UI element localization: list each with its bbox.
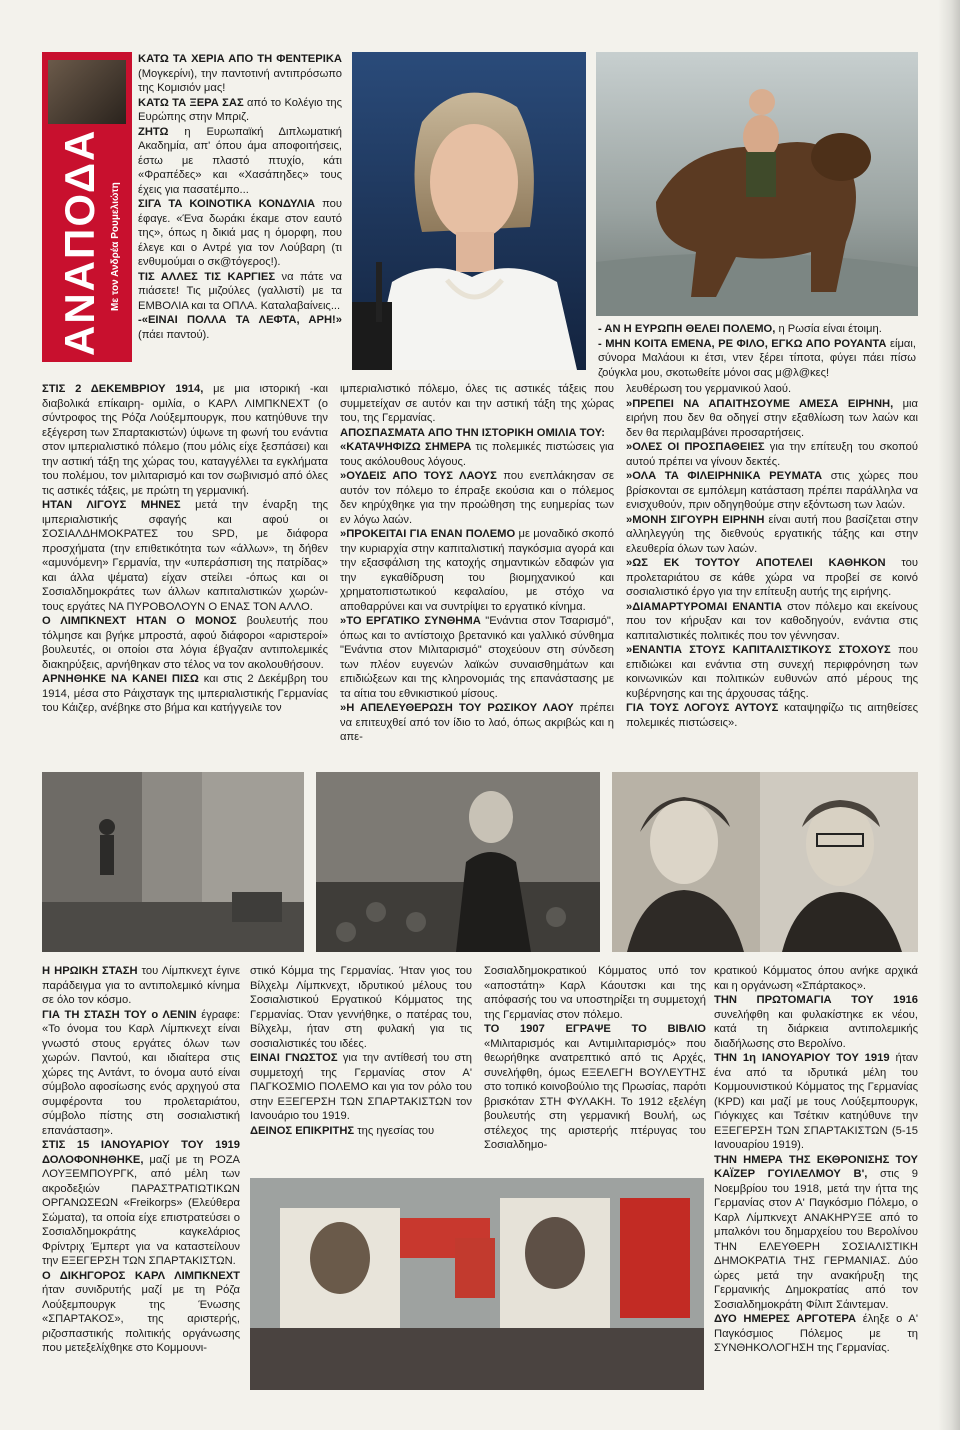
body-text: μαζί με τη ΡΟΖΑ ΛΟΥΞΕΜΠΟΥΡΓΚ, από μέλη των ακροδεξιών ΠΑΡΑΣΤΡΑΤΙΩΤΙΚΩΝ ΟΡΓΑΝΩΣΕΩΝ «Freikorps» (Ελεύθερα Σώματα), τα οποία είχε επιστρατεύσει ο Σοσιαλδημοκράτης καγκελάριος Φρίντριχ Έμπερτ για να καταστείλουν την ΕΞΕΓΕΡΣΗ ΤΩΝ ΣΠΑΡΤΑΚΙΣΤΩΝ.	[42, 1153, 240, 1267]
paragraph	[484, 964, 706, 1022]
paragraph	[42, 614, 328, 672]
article-column-6	[484, 964, 706, 1153]
body-text: Σοσιαλδημοκρατικού Κόμματος υπό τον «αποστάτη» Καρλ Κάουτσκι και της απόφασής του να υποστηρίξει τη συμμετοχή της Γερμανίας στον πόλεμο.	[484, 965, 706, 1021]
lead-in-text: - ΜΗΝ ΚΟΙΤΑ ΕΜΕΝΑ, ΡΕ ΦΙΛΟ, ΕΓΚΩ ΑΠΟ ΡΟΥΑΝΤΑ	[598, 337, 887, 350]
lead-in-text: ΣΤΙΣ 2 ΔΕΚΕΜΒΡΙΟΥ 1914,	[42, 383, 204, 395]
body-text: στις 9 Νοεμβρίου του 1918, μετά την ήττα της Γερμανίας στον Α' Παγκόσμιο Πόλεμο, ο Καρλ Λίμπκνεχτ ΑΝΑΚΗΡΥΞΕ από το μπαλκόνι του δημαρχείου του Βερολίνου ΤΗΝ ΕΛΕΥΘΕΡΗ ΣΟΣΙΑΛΙΣΤΙΚΗ ΔΗΜΟΚΡΑΤΙΑ ΤΗΣ ΓΕΡΜΑΝΙΑΣ. Δύο ώρες μετά την ανακήρυξη της Γερμανικής Δημοκρατίας από τον Σοσιαλδημοκράτη Φίλιπ Σάιντεμαν.	[714, 1168, 918, 1311]
paragraph	[714, 993, 918, 1051]
body-text: είναι αυτή που βασίζεται στην αλληλεγγύη της διεθνούς εργατικής τάξης και στην ελευθερία όλων των λαών.	[626, 513, 918, 555]
body-text: "Ενάντια στον Τσαρισμό", όπως και το αντίστοιχο βρετανικό και γαλλικό σύνθημα "Ενάντια στον Μιλιταρισμό" στοχεύουν στη σύνδεση των πλέον ευγενών λαϊκών συναισθημάτων και επιδιώξεων και της κληρονομιάς της επανάστασης με τα αίτια του εθνικιστικού μίσους.	[340, 615, 614, 700]
paragraph	[250, 1124, 472, 1139]
body-text: που επιδιώκει και ενάντια στη συνεχή περιφρόνηση των κοινωνικών και πολιτικών ευθυνών από μέρους της κυβέρνησης και της άρχουσας τάξης.	[626, 644, 918, 700]
paragraph	[714, 1051, 918, 1153]
paragraph	[250, 1051, 472, 1124]
paragraph	[598, 322, 916, 337]
lead-in-text: »Η ΑΠΕΛΕΥΘΕΡΩΣΗ ΤΟΥ ΡΩΣΙΚΟΥ ΛΑΟΥ	[340, 702, 574, 714]
column-byline: Με τον Ανδρέα Ρουμελιώτη	[110, 182, 121, 312]
paragraph	[626, 556, 918, 600]
body-text: μετά την έναρξη της ιμπεριαλιστικής σφαγής και αφού οι ΣΟΣΙΑΛΔΗΜΟΚΡΑΤΕΣ του SPD, με διάφορα προσχήματα (την επιθετικότητα των «άλλων», τη δήθεν «αμυνόμενη» Γερμανία, την «υπεράσπιση της πατρίδας» και άλλα ψέματα) είχαν στείλει -όπως και οι Σοσιαλδημοκράτες των άλλων καπιταλιστικών χωρών- τους εργάτες ΝΑ ΠΥΡΟΒΟΛΟΥΝ Ο ΕΝΑΣ ΤΟΝ ΑΛΛΟ.	[42, 499, 328, 613]
lead-in-text: »ΟΥΔΕΙΣ ΑΠΟ ΤΟΥΣ ΛΑΟΥΣ	[340, 470, 497, 482]
lead-in-text: ΤΙΣ ΑΛΛΕΣ ΤΙΣ ΚΑΡΓΙΕΣ	[138, 270, 276, 283]
paragraph	[138, 96, 342, 125]
lead-in-text: »ΟΛΕΣ ΟΙ ΠΡΟΣΠΑΘΕΙΕΣ	[626, 441, 765, 453]
body-text: στικό Κόμμα της Γερμανίας. Ήταν γιος του Βίλχελμ Λίμπκνεχτ, ιδρυτικού μέλους του Σοσιαλιστικού Εργατικού Κόμματος της Γερμανίας. Όταν γεννήθηκε, ο πατέρας του, Βίλχελμ, ήταν στη φυλακή για τις σοσιαλιστικές του ιδέες.	[250, 965, 472, 1050]
body-text: λευθέρωση του γερμανικού λαού.	[626, 383, 792, 395]
paragraph	[626, 440, 918, 469]
lead-in-text: »ΤΟ ΕΡΓΑΤΙΚΟ ΣΥΝΘΗΜΑ	[340, 615, 481, 627]
lead-in-text: ΑΡΝΗΘΗΚΕ ΝΑ ΚΑΝΕΙ ΠΙΣΩ	[42, 673, 199, 685]
body-text: «Μιλιταρισμός και Αντιμιλιταρισμός» που θεωρήθηκε ανατρεπτικό από τις Αρχές, συνελήφθη, όμως ΕΞΕΛΕΓΗ ΒΟΥΛΕΥΤΗΣ στο τοπικό κοινοβούλιο της Πρωσίας, παρότι βρισκόταν ΣΤΗ ΦΥΛΑΚΗ. Το 1912 εξελέγη βουλευτής στη γερμανική Βουλή, ως στέλεχος της αριστερής πτέρυγας του Σοσιαλδημο-	[484, 1037, 706, 1151]
body-text: με μια ιστορική -και διαβολικά επίκαιρη- ομιλία, ο ΚΑΡΛ ΛΙΜΠΚΝΕΧΤ (ο σύντροφος της Ρόζα Λούξεμπουργκ, που κατηύθυνε την εξέγερση των Σπαρτακιστών) ύψωνε τη φωνή του ενάντια στον ιμπεριαλιστικό πόλεμο (που μόλις είχε ξεσπάσει) και την αστική τάξη της χώρας του, καταγγέλλει τα εγκλήματα του πολέμου, τον μιλιταρισμό και τον σωβινισμό από όλες τις αστικές τάξεις, με πρώτη τη γερμανική.	[42, 383, 328, 497]
body-text: η Ρωσία είναι έτοιμη.	[775, 323, 882, 335]
paragraph	[138, 52, 342, 96]
demonstration-photo	[250, 1178, 704, 1390]
body-text: από το Κολέγιο της Ευρώπης στην Μπριζ.	[138, 96, 342, 123]
paragraph	[626, 469, 918, 513]
lead-in-text: ΚΑΤΩ ΤΑ ΞΕΡΑ ΣΑΣ	[138, 96, 244, 109]
paragraph	[714, 1312, 918, 1356]
body-text: (πάει παντού).	[138, 328, 210, 341]
body-text: του Λίμπκνεχτ έγινε παράδειγμα για το αντιπολεμικό κίνημα σε όλο τον κόσμο.	[42, 965, 240, 1006]
paragraph	[714, 964, 918, 993]
lead-in-text: ΤΗΝ 1η ΙΑΝΟΥΑΡΙΟΥ ΤΟΥ 1919	[714, 1052, 890, 1064]
page-fold-shadow	[938, 0, 960, 1430]
lead-in-text: »ΕΝΑΝΤΙΑ ΣΤΟΥΣ ΚΑΠΙΤΑΛΙΣΤΙΚΟΥΣ ΣΤΟΧΟΥΣ	[626, 644, 891, 656]
body-text: στον πόλεμο και εκείνους που τον κήρυξαν και τον καθοδηγούν, ενάντια στις καπιταλιστικές πολιτικές που τον γέννησαν.	[626, 600, 919, 642]
paragraph	[138, 197, 342, 270]
lead-in-text: Ο ΛΙΜΠΚΝΕΧΤ ΗΤΑΝ Ο ΜΟΝΟΣ	[42, 615, 237, 627]
liebknecht-speech-photo	[316, 772, 600, 952]
body-text: ήταν ένα από τα ιδρυτικά μέλη του Κομμουνιστικού Κόμματος της Γερμανίας (KPD) και μαζί με τους Λούξεμπουργκ, Γιόγκιχες και Τσέτκιν κατηύθυνε την ΕΞΕΓΕΡΣΗ ΤΩΝ ΣΠΑΡΤΑΚΙΣΤΩΝ (5-15 Ιανουαρίου 1919).	[714, 1052, 918, 1151]
paragraph	[340, 527, 614, 614]
body-text: (Μογκερίνι), την παντοτινή αντιπρόσωπο της Κομισιόν μας!	[138, 67, 342, 94]
lead-in-text: ΑΠΟΣΠΑΣΜΑΤΑ ΑΠΟ ΤΗΝ ΙΣΤΟΡΙΚΗ ΟΜΙΛΙΑ ΤΟΥ:	[340, 426, 606, 439]
paragraph	[42, 1269, 240, 1356]
lead-in-text: ΓΙΑ ΤΟΥΣ ΛΟΓΟΥΣ ΑΥΤΟΥΣ	[626, 702, 779, 714]
lead-in-text: »ΔΙΑΜΑΡΤΥΡΟΜΑΙ ΕΝΑΝΤΙΑ	[626, 600, 783, 613]
mogherini-photo	[352, 52, 586, 370]
paragraph	[626, 643, 918, 701]
lead-in-text: «ΚΑΤΑΨΗΦΙΖΩ ΣΗΜΕΡΑ	[340, 441, 472, 453]
paragraph	[598, 337, 916, 381]
column-header-tag	[42, 52, 132, 362]
body-text: η Ευρωπαϊκή Διπλωματική Ακαδημία, απ' όπου άμα αποφοιτήσεις, έστω με πλαστό πτυχίο, κάτι «Φραπέδες» και «Χασάπηδες» τους έχεις για πασατέμπο...	[138, 125, 342, 196]
lead-in-text: ΣΙΓΑ ΤΑ ΚΟΙΝΟΤΙΚΑ ΚΟΝΔΥΛΙΑ	[138, 198, 316, 210]
body-text: τις πολεμικές πιστώσεις για τους ακόλουθους λόγους.	[340, 441, 614, 468]
paragraph	[42, 1008, 240, 1139]
article-column-2	[340, 382, 614, 745]
luxemburg-liebknecht-portraits	[612, 772, 918, 952]
lead-in-text: Η ΗΡΩΙΚΗ ΣΤΑΣΗ	[42, 965, 138, 977]
lead-in-text: »ΟΛΑ ΤΑ ΦΙΛΕΙΡΗΝΙΚΑ ΡΕΥΜΑΤΑ	[626, 470, 823, 482]
side-column-text	[138, 52, 342, 342]
liebknecht-street-photo	[42, 772, 304, 952]
paragraph	[250, 964, 472, 1051]
body-text: μια ειρήνη που δεν θα οδηγεί στην εξαθλίωση των λαών και δεν θα περιλαμβάνει προσαρτήσεις.	[626, 397, 918, 439]
putin-bear-photo	[596, 52, 918, 316]
paragraph	[42, 1138, 240, 1269]
paragraph	[484, 1022, 706, 1153]
paragraph	[340, 469, 614, 527]
body-text: στις χώρες που βρίσκονται σε εμπόλεμη κατάσταση πρέπει παράλληλα να ενισχυθούν, πριν οδηγηθούμε στην εξόντωση των λαών.	[626, 470, 918, 511]
body-text: για την επίτευξη του σκοπού αυτού πρέπει να γίνουν δεκτές.	[626, 441, 918, 468]
body-text: έληξε ο Α' Παγκόσμιος Πόλεμος με τη ΣΥΝΘΗΚΟΛΟΓΗΣΗ της Γερμανίας.	[714, 1313, 918, 1354]
columnist-photo	[48, 60, 126, 124]
paragraph	[340, 426, 614, 441]
paragraph	[340, 701, 614, 745]
lead-in-text: ΚΑΤΩ ΤΑ ΧΕΡΙΑ ΑΠΟ ΤΗ ΦΕΝΤΕΡΙΚΑ	[138, 53, 342, 65]
lead-in-text: »ΜΟΝΗ ΣΙΓΟΥΡΗ ΕΙΡΗΝΗ	[626, 513, 765, 526]
lead-in-text: - ΑΝ Η ΕΥΡΩΠΗ ΘΕΛΕΙ ΠΟΛΕΜΟ,	[598, 323, 776, 335]
body-text: με μοναδικό σκοπό την κυριαρχία στην καπιταλιστική παγκόσμια αγορά και την εξασφάλιση της κατοχής σημαντικών εδαφών για την εγκαθίδρυση του βιομηχανικού και χρηματοπιστωτικού κεφαλαίου, με στόχο να αποθαρρύνει και να συντρίψει το εργατικό κίνημα.	[340, 528, 615, 613]
paragraph	[138, 125, 342, 198]
article-column-4	[42, 964, 240, 1356]
body-text: ιμπεριαλιστικό πόλεμο, όλες τις αστικές τάξεις που συμμετείχαν σε αυτόν και την αστική τάξη της χώρας του, της Γερμανίας.	[340, 383, 614, 424]
paragraph	[340, 440, 614, 469]
lead-in-text: ΗΤΑΝ ΛΙΓΟΥΣ ΜΗΝΕΣ	[42, 499, 181, 511]
body-text: ήταν συνιδρυτής μαζί με τη Ρόζα Λούξεμπουργκ της Ένωσης «ΣΠΑΡΤΑΚΟΣ», της αριστερής, ριζοσπαστικής πολιτικής οργάνωσης που μετεξελίχθηκε στο Κομμουνι-	[42, 1284, 240, 1354]
paragraph	[138, 313, 342, 342]
body-text: κρατικού Κόμματος όπου ανήκε αρχικά και η οργάνωση «Σπάρτακος».	[714, 965, 918, 992]
lead-in-text: ΤΗΝ ΠΡΩΤΟΜΑΓΙΑ ΤΟΥ 1916	[714, 994, 918, 1006]
paragraph	[42, 964, 240, 1008]
paragraph	[626, 397, 918, 441]
body-text: βουλευτής που τόλμησε και βγήκε μπροστά, αφού διάφοροι «αριστεροί» βουλευτές, οι οποίοι στα λόγια έβγαζαν αντιπολεμικές διακηρύξεις, αρνήθηκαν στο τέλος να τον ακολουθήσουν.	[42, 615, 328, 671]
lead-in-text: ΤΟ 1907 ΕΓΡΑΨΕ ΤΟ ΒΙΒΛΙΟ	[484, 1023, 706, 1035]
lead-in-text: ΣΤΙΣ 15 ΙΑΝΟΥΑΡΙΟΥ ΤΟΥ 1919 ΔΟΛΟΦΟΝΗΘΗΚΕ,	[42, 1139, 240, 1166]
lead-in-text: -«ΕΙΝΑΙ ΠΟΛΛΑ ΤΑ ΛΕΦΤΑ, ΑΡΗ!»	[138, 314, 342, 326]
paragraph	[138, 270, 342, 314]
article-column-7	[714, 964, 918, 1356]
article-column-3	[626, 382, 918, 730]
paragraph	[714, 1153, 918, 1313]
paragraph	[626, 600, 918, 644]
paragraph	[626, 513, 918, 557]
paragraph	[626, 382, 918, 397]
lead-in-text: »ΩΣ ΕΚ ΤΟΥΤΟΥ ΑΠΟΤΕΛΕΙ ΚΑΘΗΚΟΝ	[626, 557, 886, 569]
lead-in-text: ΔΥΟ ΗΜΕΡΕΣ ΑΡΓΟΤΕΡΑ	[714, 1313, 857, 1325]
body-text: και στις 2 Δεκέμβρη του 1914, μέσα στο Ράιχσταγκ της ιμπεριαλιστικής Γερμανίας του Κάιζερ, ανέβηκε στο βήμα και κατήγγειλε τον	[42, 673, 328, 714]
body-text: να πάτε να πιάσετε! Τις μιζούλες (γαλλιστί) με τα ΕΜΒΟΛΙΑ και τα ΟΠΛΑ. Καταλαβαίνεις...	[138, 270, 342, 312]
article-column-5	[250, 964, 472, 1138]
body-text: πρέπει να επιτευχθεί από τον ίδιο το λαό, όπως ακριβώς και η απε-	[340, 702, 614, 743]
paragraph	[42, 672, 328, 716]
body-text: που ενεπλάκησαν σε αυτόν τον πόλεμο το έπραξε εκούσια και ο πόλεμος δεν κηρύχθηκε για την προώθηση της ευημερίας των εν λόγω λαών.	[340, 470, 614, 526]
paragraph	[626, 701, 918, 730]
paragraph	[340, 382, 614, 426]
lead-in-text: ΓΙΑ ΤΗ ΣΤΑΣΗ ΤΟΥ ο ΛΕΝΙΝ	[42, 1008, 197, 1021]
paragraph	[42, 382, 328, 498]
body-text: της ηγεσίας του	[354, 1124, 435, 1137]
lead-in-text: ΤΗΝ ΗΜΕΡΑ ΤΗΣ ΕΚΘΡΟΝΙΣΗΣ ΤΟΥ ΚΑΪΖΕΡ ΓΟΥΙΛΕΛΜΟΥ Β',	[714, 1153, 918, 1180]
column-title: ΑΝΑΠΟΔΑ	[56, 128, 103, 356]
lead-in-text: »ΠΡΟΚΕΙΤΑΙ ΓΙΑ ΕΝΑΝ ΠΟΛΕΜΟ	[340, 528, 516, 540]
lead-in-text: ΕΙΝΑΙ ΓΝΩΣΤΟΣ	[250, 1052, 338, 1064]
body-text: για την αντίθεσή του στη συμμετοχή της Γερμανίας στον Α' ΠΑΓΚΟΣΜΙΟ ΠΟΛΕΜΟ και για τον ρόλο του στην ΕΞΕΓΕΡΣΗ ΤΩΝ ΣΠΑΡΤΑΚΙΣΤΩΝ τον Ιανουάριο του 1919.	[250, 1052, 472, 1122]
bear-photo-caption	[598, 322, 916, 380]
body-text: του προλεταριάτου σε κάθε χώρα να προβεί σε κοινό σοσιαλιστικό έργο για την επίτευξη αυτής της ειρήνης.	[626, 557, 918, 598]
lead-in-text: ΔΕΙΝΟΣ ΕΠΙΚΡΙΤΗΣ	[250, 1124, 355, 1137]
lead-in-text: ΖΗΤΩ	[138, 125, 169, 138]
body-text: συνελήφθη και φυλακίστηκε εκ νέου, κατά τη διάρκεια αντιπολεμικής διαδήλωσης στο Βερολίνο.	[714, 1008, 918, 1050]
paragraph	[340, 614, 614, 701]
body-text: που έφαγε. «Ένα δωράκι έκαμε στον εαυτό της», όπως η δικιά μας η όμορφη, που έλεγε και ο Αντρέ για τον Λούβαρη (τι ενθυμούμαι ο σκ@τόγερος!).	[138, 198, 342, 268]
lead-in-text: »ΠΡΕΠΕΙ ΝΑ ΑΠΑΙΤΗΣΟΥΜΕ ΑΜΕΣΑ ΕΙΡΗΝΗ,	[626, 397, 894, 410]
lead-in-text: Ο ΔΙΚΗΓΟΡΟΣ ΚΑΡΛ ΛΙΜΠΚΝΕΧΤ	[42, 1269, 240, 1282]
paragraph	[42, 498, 328, 614]
article-column-1	[42, 382, 328, 716]
body-text: έγραφε: «Το όνομα του Καρλ Λίμπκνεχτ είναι γνωστό στους εργάτες όλων των χωρών. Παντού, και ιδιαίτερα στις χώρες της Αντάντ, το όνομα αυτό είναι σύμβολο αφοσίωσης ενός αρχηγού στα συμφέροντα του προλεταριάτου, σύμβολο πίστης στη σοσιαλιστική επανάσταση».	[42, 1008, 240, 1137]
body-text: είμαι, σύνορα Μαλάουι κι έτσι, ντεν ξέρει τίποτα, φύγει πάει πίσω ζούγκλα μου, σκοτωθείτε μόνοι σας μ@λ@κες!	[598, 337, 916, 379]
body-text: καταψηφίζω τις αιτηθείσες πολεμικές πιστώσεις».	[626, 702, 918, 729]
